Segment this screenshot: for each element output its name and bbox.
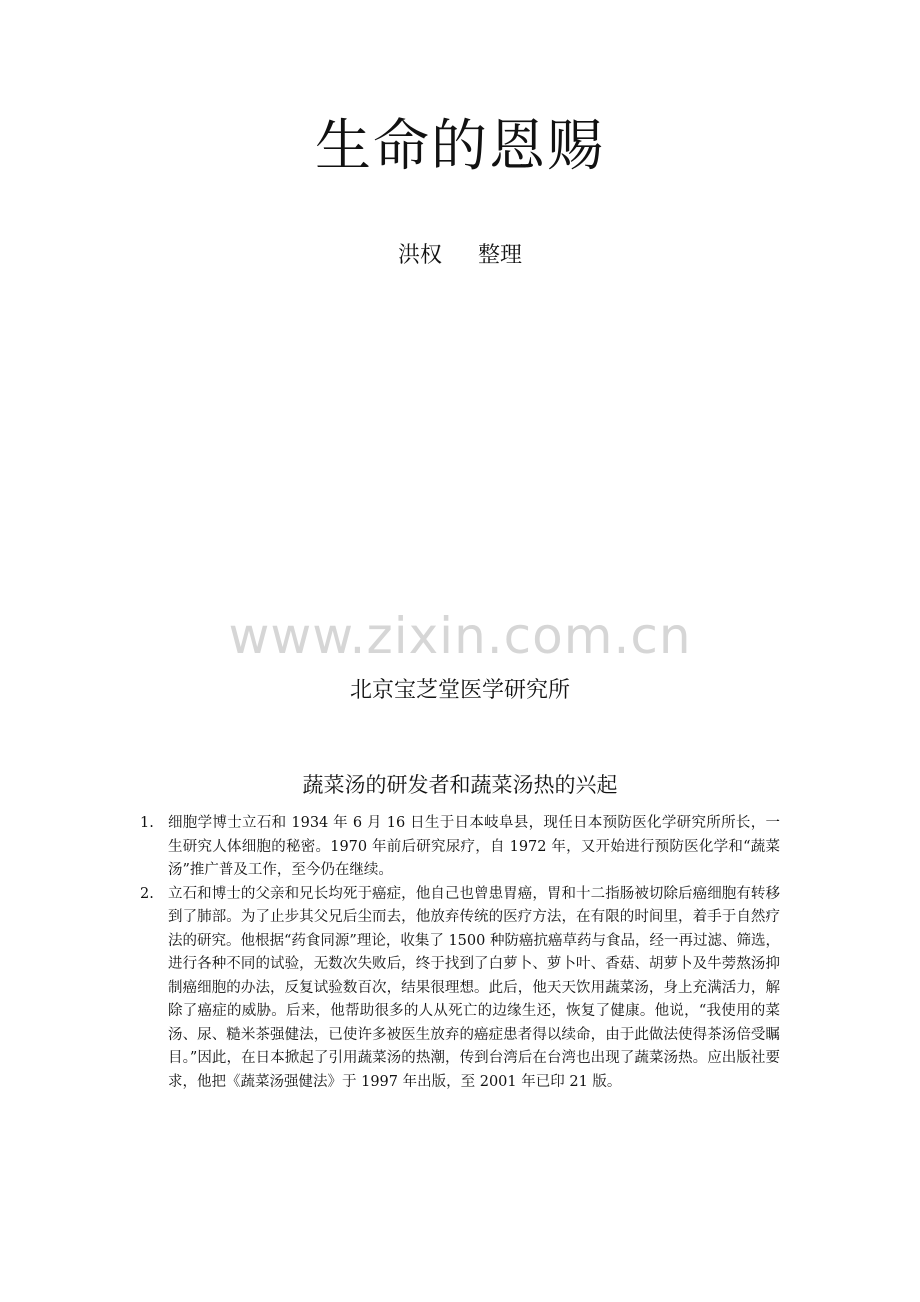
list-item-number: 1.: [140, 815, 154, 831]
list-item-text: 细胞学博士立石和 1934 年 6 月 16 日生于日本岐阜县，现任日本预防医化学研究所所长，一生研究人体细胞的秘密。1970 年前后研究尿疗，自 1972 年，又开始进行预防医化学和“蔬菜汤”推广普及工作，至今仍在继续。: [168, 815, 780, 878]
institute-name: 北京宝芝堂医学研究所: [349, 678, 570, 703]
numbered-list: [140, 812, 780, 1094]
list-item-number: 2.: [140, 885, 154, 902]
section-title: 蔬菜汤的研发者和蔬菜汤热的兴起: [302, 773, 618, 797]
document-title: 生命的恩赐: [315, 114, 605, 179]
list-item-text: 立石和博士的父亲和兄长均死于癌症，他自己也曾患胃癌，胃和十二指肠被切除后癌细胞有转移到了肺部。为了止步其父兄后尘而去，他放弃传统的医疗方法，在有限的时间里，着手于自然疗法的研究。他根据“药食同源”理论，收集了 1500 种防癌抗癌草药与食品，经一再过滤、筛选，进行各种不同的试验，无数次失败后，终于找到了白萝卜、萝卜叶、香菇、胡萝卜及牛蒡熬汤抑制癌细胞的办法，反复试验数百次，结果很理想。此后，他天天饮用蔬菜汤，身上充满活力，解除了癌症的威胁。后来，他帮助很多的人从死亡的边缘生还，恢复了健康。他说，“我使用的菜汤、尿、糙米茶强健法，已使许多被医生放弃的癌症患者得以续命，由于此做法使得茶汤倍受瞩目。”因此，在日本掀起了引用蔬菜汤的热潮，传到台湾后在台湾也出现了蔬菜汤热。应出版社要求，他把《蔬菜汤强健法》于 1997 年出版，至 2001 年已印 21 版。: [168, 885, 780, 1090]
list-item: [140, 883, 780, 1095]
author-role: 整理: [478, 243, 523, 268]
author-line: [0, 240, 920, 272]
author-name: 洪权: [397, 243, 442, 268]
watermark: www.zixin.com.cn: [228, 607, 692, 665]
list-item: [140, 812, 780, 883]
